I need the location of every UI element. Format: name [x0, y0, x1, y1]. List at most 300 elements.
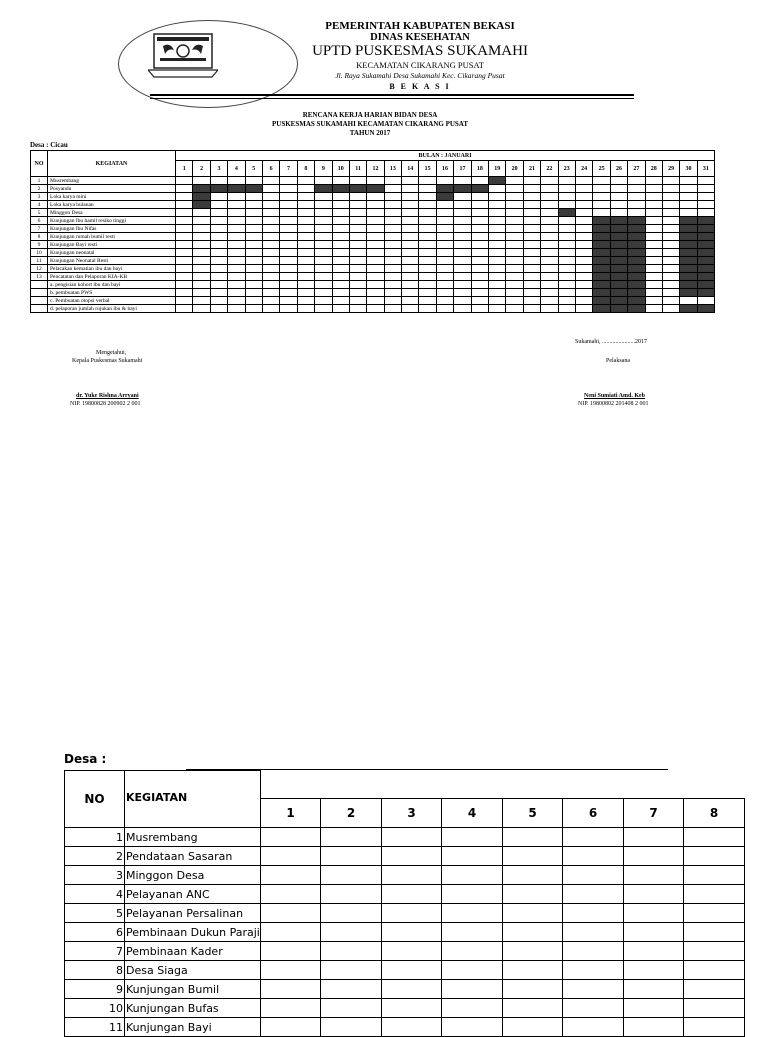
day-cell — [575, 225, 592, 233]
lower-day-cell — [502, 885, 563, 904]
activity-number: 1 — [31, 177, 48, 185]
day-cell — [297, 281, 314, 289]
lower-day-cell — [442, 1018, 503, 1037]
activity-label: b. pembuatan PWS — [48, 289, 176, 297]
day-cell — [262, 241, 279, 249]
day-cell — [193, 273, 210, 281]
day-cell — [697, 201, 714, 209]
activity-number: 13 — [31, 273, 48, 281]
day-cell — [419, 257, 436, 265]
day-cell — [645, 281, 662, 289]
day-cell — [280, 201, 297, 209]
activity-number: 6 — [31, 217, 48, 225]
day-header: 4 — [228, 161, 245, 177]
day-cell — [262, 217, 279, 225]
day-cell — [680, 177, 697, 185]
day-cell — [402, 273, 419, 281]
scheduled-day-cell — [593, 265, 610, 273]
day-cell — [645, 241, 662, 249]
day-cell — [436, 297, 453, 305]
day-cell — [262, 233, 279, 241]
day-cell — [419, 289, 436, 297]
activity-number — [31, 297, 48, 305]
lower-day-cell — [381, 923, 442, 942]
day-cell — [228, 249, 245, 257]
document-subtitle: PUSKESMAS SUKAMAHI KECAMATAN CIKARANG PUSAT — [271, 120, 468, 128]
day-cell — [575, 241, 592, 249]
day-cell — [193, 305, 210, 313]
day-cell — [384, 185, 401, 193]
lower-activity-number: 1 — [65, 828, 125, 847]
day-cell — [558, 281, 575, 289]
day-cell — [523, 217, 540, 225]
day-header: 28 — [645, 161, 662, 177]
lower-day-header: 1 — [260, 799, 321, 828]
day-cell — [645, 217, 662, 225]
scheduled-day-cell — [610, 265, 627, 273]
day-cell — [454, 249, 471, 257]
day-cell — [297, 201, 314, 209]
activity-label: Kunjungan Bayi resti — [48, 241, 176, 249]
activity-label: c. Pembuatan otopsi verbal — [48, 297, 176, 305]
day-cell — [245, 209, 262, 217]
scheduled-day-cell — [367, 185, 384, 193]
lower-day-cell — [684, 961, 745, 980]
day-cell — [628, 177, 645, 185]
day-cell — [262, 265, 279, 273]
day-cell — [384, 193, 401, 201]
day-cell — [662, 305, 679, 313]
lower-day-cell — [381, 885, 442, 904]
day-cell — [662, 193, 679, 201]
day-cell — [454, 193, 471, 201]
day-header: 11 — [349, 161, 366, 177]
lower-day-cell — [442, 847, 503, 866]
day-cell — [645, 209, 662, 217]
day-cell — [367, 281, 384, 289]
lower-day-cell — [260, 866, 321, 885]
lower-day-cell — [623, 866, 684, 885]
day-cell — [628, 193, 645, 201]
day-cell — [541, 241, 558, 249]
day-cell — [471, 289, 488, 297]
day-cell — [210, 281, 227, 289]
day-cell — [523, 225, 540, 233]
day-cell — [280, 297, 297, 305]
day-cell — [384, 265, 401, 273]
day-cell — [645, 201, 662, 209]
day-cell — [506, 273, 523, 281]
lower-day-header: 8 — [684, 799, 745, 828]
day-cell — [454, 297, 471, 305]
lower-activity-row — [65, 999, 745, 1018]
day-cell — [506, 209, 523, 217]
lower-day-cell — [260, 942, 321, 961]
day-cell — [662, 217, 679, 225]
lower-activity-label: Pembinaan Kader — [125, 942, 261, 961]
day-header: 7 — [280, 161, 297, 177]
day-cell — [419, 281, 436, 289]
day-cell — [245, 305, 262, 313]
lower-day-cell — [563, 942, 624, 961]
lower-day-cell — [623, 961, 684, 980]
lower-day-cell — [563, 904, 624, 923]
day-cell — [367, 217, 384, 225]
day-cell — [523, 193, 540, 201]
day-cell — [645, 233, 662, 241]
approver-name: dr. Yuke Rishna Arryani — [76, 393, 139, 399]
scheduled-day-cell — [610, 289, 627, 297]
day-cell — [558, 241, 575, 249]
day-cell — [489, 233, 506, 241]
lower-day-cell — [442, 828, 503, 847]
day-cell — [419, 249, 436, 257]
scheduled-day-cell — [610, 257, 627, 265]
day-cell — [315, 265, 332, 273]
lower-day-cell — [502, 904, 563, 923]
day-cell — [506, 241, 523, 249]
day-cell — [541, 257, 558, 265]
header-city: B E K A S I — [389, 82, 451, 91]
day-cell — [489, 265, 506, 273]
activity-label: Kunjungan neonatal — [48, 249, 176, 257]
day-header: 20 — [506, 161, 523, 177]
day-cell — [541, 273, 558, 281]
activity-number — [31, 289, 48, 297]
day-cell — [245, 193, 262, 201]
day-cell — [176, 241, 193, 249]
scheduled-day-cell — [628, 281, 645, 289]
day-cell — [523, 265, 540, 273]
day-cell — [680, 193, 697, 201]
day-cell — [245, 289, 262, 297]
lower-day-cell — [260, 1018, 321, 1037]
day-cell — [471, 305, 488, 313]
day-cell — [262, 201, 279, 209]
day-header: 21 — [523, 161, 540, 177]
scheduled-day-cell — [628, 289, 645, 297]
day-cell — [436, 177, 453, 185]
day-cell — [384, 305, 401, 313]
scheduled-day-cell — [697, 217, 714, 225]
day-cell — [210, 305, 227, 313]
lower-activity-label: Pelayanan Persalinan — [125, 904, 261, 923]
day-cell — [662, 225, 679, 233]
lower-activity-number: 2 — [65, 847, 125, 866]
scheduled-day-cell — [593, 297, 610, 305]
day-cell — [471, 257, 488, 265]
scheduled-day-cell — [593, 249, 610, 257]
day-cell — [662, 281, 679, 289]
lower-day-cell — [442, 980, 503, 999]
day-cell — [228, 233, 245, 241]
lower-day-cell — [623, 1018, 684, 1037]
day-cell — [262, 257, 279, 265]
lower-day-cell — [502, 1018, 563, 1037]
column-header-no: NO — [31, 151, 48, 177]
day-cell — [506, 249, 523, 257]
day-cell — [262, 289, 279, 297]
day-cell — [575, 265, 592, 273]
day-cell — [523, 281, 540, 289]
day-cell — [193, 265, 210, 273]
day-cell — [349, 193, 366, 201]
day-header: 26 — [610, 161, 627, 177]
scheduled-day-cell — [610, 233, 627, 241]
day-cell — [349, 209, 366, 217]
day-cell — [454, 209, 471, 217]
day-cell — [245, 281, 262, 289]
day-cell — [593, 193, 610, 201]
day-cell — [297, 257, 314, 265]
day-header: 27 — [628, 161, 645, 177]
scheduled-day-cell — [558, 209, 575, 217]
lower-day-cell — [321, 885, 382, 904]
lower-activity-row — [65, 980, 745, 999]
day-cell — [489, 257, 506, 265]
scheduled-day-cell — [436, 185, 453, 193]
lower-activity-row — [65, 885, 745, 904]
lower-day-cell — [684, 980, 745, 999]
lower-day-cell — [381, 1018, 442, 1037]
day-cell — [315, 281, 332, 289]
scheduled-day-cell — [697, 225, 714, 233]
day-cell — [645, 177, 662, 185]
day-cell — [384, 281, 401, 289]
activity-label: Loka karya bulanan — [48, 201, 176, 209]
lower-day-cell — [502, 942, 563, 961]
day-cell — [680, 201, 697, 209]
day-cell — [436, 217, 453, 225]
document-title: RENCANA KERJA HARIAN BIDAN DESA — [302, 111, 438, 119]
day-cell — [332, 225, 349, 233]
day-cell — [436, 305, 453, 313]
day-cell — [523, 201, 540, 209]
scheduled-day-cell — [697, 265, 714, 273]
day-cell — [193, 297, 210, 305]
scheduled-day-cell — [332, 185, 349, 193]
scheduled-day-cell — [680, 265, 697, 273]
lower-day-cell — [442, 999, 503, 1018]
day-cell — [245, 265, 262, 273]
day-cell — [471, 281, 488, 289]
activity-label: Pencatatan dan Pelaporan KIA-KB — [48, 273, 176, 281]
lower-activity-number: 10 — [65, 999, 125, 1018]
day-cell — [402, 249, 419, 257]
day-cell — [645, 193, 662, 201]
lower-day-cell — [563, 923, 624, 942]
day-cell — [297, 241, 314, 249]
scheduled-day-cell — [680, 249, 697, 257]
day-cell — [471, 177, 488, 185]
day-cell — [662, 209, 679, 217]
day-header: 23 — [558, 161, 575, 177]
day-cell — [541, 249, 558, 257]
activity-label: Loka karya mini — [48, 193, 176, 201]
day-cell — [558, 249, 575, 257]
day-cell — [489, 249, 506, 257]
day-cell — [419, 177, 436, 185]
day-cell — [454, 273, 471, 281]
day-cell — [210, 297, 227, 305]
lower-activity-row — [65, 866, 745, 885]
day-cell — [210, 209, 227, 217]
scheduled-day-cell — [471, 185, 488, 193]
day-cell — [575, 297, 592, 305]
day-cell — [575, 289, 592, 297]
day-cell — [541, 289, 558, 297]
scheduled-day-cell — [228, 185, 245, 193]
lower-day-cell — [563, 961, 624, 980]
day-cell — [506, 257, 523, 265]
day-cell — [193, 289, 210, 297]
day-cell — [228, 241, 245, 249]
day-cell — [575, 177, 592, 185]
lower-day-cell — [381, 847, 442, 866]
day-cell — [662, 185, 679, 193]
lower-day-cell — [442, 866, 503, 885]
day-cell — [541, 225, 558, 233]
header-puskesmas: UPTD PUSKESMAS SUKAMAHI — [312, 43, 528, 59]
activity-row — [31, 225, 715, 233]
day-cell — [245, 233, 262, 241]
day-cell — [228, 281, 245, 289]
day-cell — [402, 233, 419, 241]
day-cell — [315, 177, 332, 185]
lower-day-cell — [321, 1018, 382, 1037]
lower-activity-row — [65, 961, 745, 980]
day-cell — [662, 289, 679, 297]
day-cell — [419, 193, 436, 201]
day-cell — [489, 305, 506, 313]
day-cell — [419, 265, 436, 273]
activity-label: Musrembang — [48, 177, 176, 185]
day-cell — [367, 273, 384, 281]
lower-day-cell — [321, 904, 382, 923]
day-cell — [280, 177, 297, 185]
lower-day-header: 7 — [623, 799, 684, 828]
lower-activity-label: Kunjungan Bumil — [125, 980, 261, 999]
day-cell — [349, 233, 366, 241]
lower-day-cell — [563, 999, 624, 1018]
day-cell — [228, 217, 245, 225]
day-cell — [575, 201, 592, 209]
lower-day-cell — [684, 1018, 745, 1037]
day-cell — [280, 185, 297, 193]
day-cell — [297, 225, 314, 233]
day-cell — [506, 305, 523, 313]
activity-number: 5 — [31, 209, 48, 217]
day-cell — [662, 241, 679, 249]
day-cell — [262, 185, 279, 193]
lower-day-cell — [260, 923, 321, 942]
day-cell — [419, 241, 436, 249]
lower-day-cell — [321, 961, 382, 980]
activity-label: Kunjungan Ibu Nifas — [48, 225, 176, 233]
day-cell — [471, 241, 488, 249]
day-cell — [575, 193, 592, 201]
day-cell — [680, 297, 697, 305]
lower-day-cell — [684, 866, 745, 885]
day-cell — [662, 273, 679, 281]
lower-activity-table — [64, 770, 745, 1037]
day-cell — [332, 177, 349, 185]
lower-activity-number: 4 — [65, 885, 125, 904]
scheduled-day-cell — [593, 257, 610, 265]
activity-row — [31, 241, 715, 249]
day-cell — [610, 201, 627, 209]
day-cell — [419, 297, 436, 305]
day-cell — [610, 177, 627, 185]
activity-label: Kunjungan rumah bumil resti — [48, 233, 176, 241]
scheduled-day-cell — [454, 185, 471, 193]
activity-row — [31, 209, 715, 217]
day-cell — [558, 257, 575, 265]
day-cell — [349, 241, 366, 249]
day-cell — [349, 225, 366, 233]
scheduled-day-cell — [628, 249, 645, 257]
day-cell — [402, 297, 419, 305]
day-cell — [506, 217, 523, 225]
day-cell — [297, 297, 314, 305]
day-cell — [558, 217, 575, 225]
day-cell — [697, 177, 714, 185]
lower-day-cell — [684, 828, 745, 847]
day-cell — [280, 225, 297, 233]
day-cell — [541, 217, 558, 225]
scheduled-day-cell — [593, 281, 610, 289]
day-cell — [402, 225, 419, 233]
day-cell — [332, 297, 349, 305]
day-cell — [593, 177, 610, 185]
day-cell — [367, 209, 384, 217]
scheduled-day-cell — [593, 217, 610, 225]
day-cell — [541, 177, 558, 185]
day-cell — [228, 177, 245, 185]
day-cell — [402, 217, 419, 225]
day-cell — [697, 185, 714, 193]
scheduled-day-cell — [628, 273, 645, 281]
scheduled-day-cell — [697, 233, 714, 241]
day-cell — [436, 201, 453, 209]
day-cell — [489, 297, 506, 305]
day-cell — [402, 201, 419, 209]
scheduled-day-cell — [628, 241, 645, 249]
lower-activity-label: Pendataan Sasaran — [125, 847, 261, 866]
scheduled-day-cell — [680, 233, 697, 241]
lower-activity-row — [65, 828, 745, 847]
day-cell — [228, 297, 245, 305]
day-cell — [558, 305, 575, 313]
day-cell — [332, 257, 349, 265]
day-cell — [280, 265, 297, 273]
lower-day-cell — [321, 828, 382, 847]
lower-day-cell — [563, 847, 624, 866]
day-cell — [349, 201, 366, 209]
day-cell — [332, 249, 349, 257]
lower-day-cell — [502, 999, 563, 1018]
header-district: KECAMATAN CIKARANG PUSAT — [356, 60, 484, 70]
day-cell — [471, 209, 488, 217]
day-cell — [697, 193, 714, 201]
scheduled-day-cell — [349, 185, 366, 193]
activity-label: Posyandu — [48, 185, 176, 193]
lower-activity-label: Kunjungan Bayi — [125, 1018, 261, 1037]
day-cell — [471, 225, 488, 233]
schedule-header-row — [31, 151, 715, 161]
day-cell — [506, 201, 523, 209]
day-header: 1 — [176, 161, 193, 177]
